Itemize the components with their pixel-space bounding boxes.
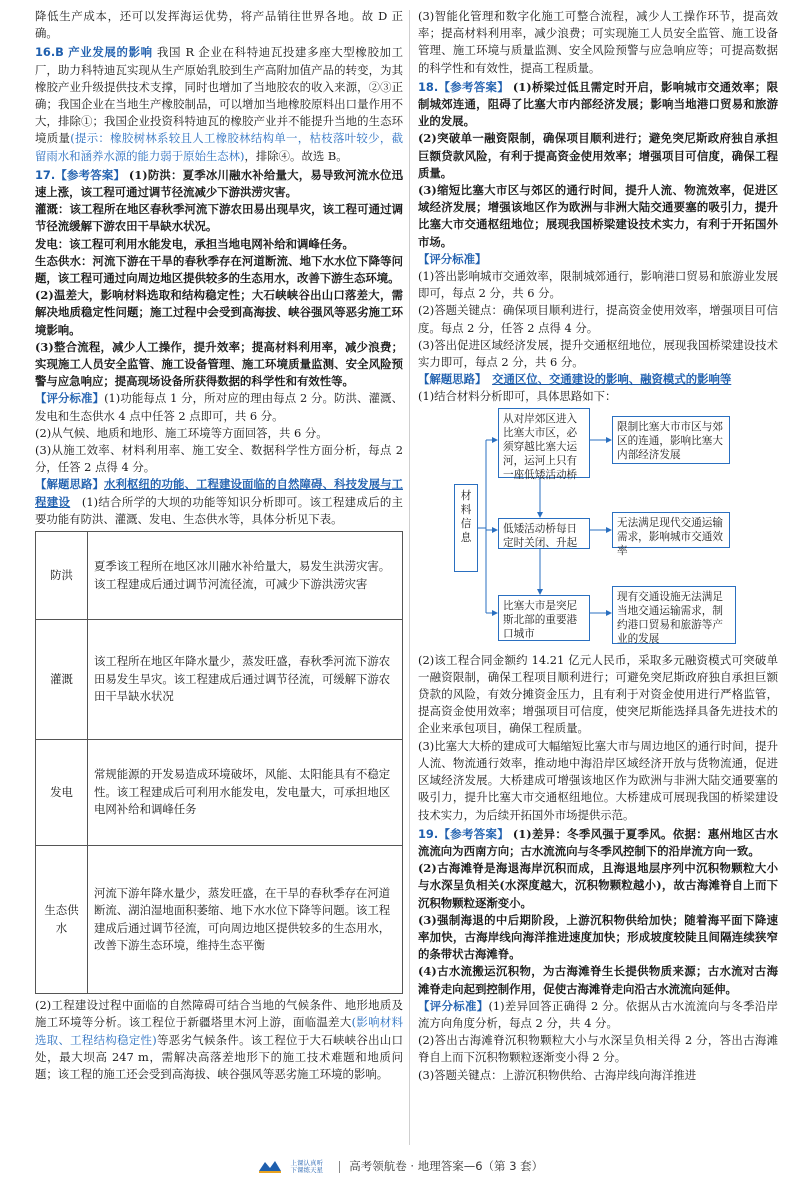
footer-separator <box>339 1161 340 1173</box>
scoring-text: (3)答出促进区域经济发展，提升交通枢纽地位，展现我国桥梁建设技术实力即可，每点 2 分，共 6 分。 <box>418 337 778 370</box>
table-value: 常规能源的开发易造成环境破坏，风能、太阳能具有不稳定性。该工程建成后可利用水能发电，发电量大，可承担地区电网补给和调峰任务 <box>88 740 403 846</box>
answer-text: (2)温差大，影响材料选取和结构稳定性；大石峡峡谷出山口落差大，需解决地质稳定性问题；施工过程中会受到高海拔、峡谷强风等恶劣施工环境影响。 <box>35 288 403 337</box>
scoring-standard <box>35 390 403 424</box>
hint-text: (影响材料选取、工程结构稳定性) <box>35 1015 403 1047</box>
table-value: 该工程所在地区年降水量少，蒸发旺盛，春秋季河流下游农田易发生旱灾。该工程建成后通过调节径流，可缓解下游农田干旱缺水状况 <box>88 620 403 740</box>
reference-answer-tag: 【参考答案】 <box>438 79 509 94</box>
table-value: 夏季该工程所在地区冰川融水补给量大，易发生洪涝灾害。该工程建成后通过调节河流径流，可减少下游洪涝灾害 <box>88 532 403 620</box>
question-19 <box>418 826 778 860</box>
table-row <box>36 532 403 620</box>
answer-text: (3)整合流程，减少人工操作，提升效率；提高材料利用率，减少浪费；实现施工人员安全监管、施工设备管理、施工环境质量监测、安全风险预警与应急响应；提高现场设备所获得数据的科学性和有效性等。 <box>35 339 403 389</box>
topic-label: 产业发展的影响 <box>68 45 153 60</box>
scoring-standard <box>418 998 778 1032</box>
solution-idea <box>35 476 403 528</box>
table-key: 防洪 <box>36 532 88 620</box>
brand-slogan <box>290 1160 323 1174</box>
column-divider <box>409 10 410 1145</box>
scoring-text: (1)差异回答正确得 2 分。依据从古水流流向与冬季沿岸流方向角度分析，每点 2 分，共 4 分。 <box>418 998 778 1030</box>
question-number: 17. <box>35 167 56 182</box>
scoring-text: (2)答题关键点：确保项目顺利进行，提高资金使用效率，增强项目可信度。每点 2 分，任答 2 点得 4 分。 <box>418 303 778 335</box>
flow-fact-box <box>498 408 590 481</box>
answer-text: (1)桥梁过低且需定时开启，影响城市交通效率；限制城郊连通，阻碍了比塞大市内部经济发展；影响当地港口贸易和旅游业的发展。 <box>418 79 778 129</box>
answer-text: (3)缩短比塞大市区与郊区的通行时间，提升人流、物流效率，促进区域经济发展；增强该地区作为欧洲与非洲大陆交通要塞的吸引力，提升比塞大市交通枢纽地位；展现我国桥梁建设技术实力，有利于开拓国外市场。 <box>418 183 778 249</box>
scoring-text: (1)答出影响城市交通效率，限制城郊通行，影响港口贸易和旅游业发展即可，每点 2 分，共 6 分。 <box>418 269 778 301</box>
table-key: 发电 <box>36 740 88 846</box>
answer-text: (3)强制海退的中后期阶段，上游沉积物供给加快；随着海平面下降速率加快，古海岸线向海洋推进速度加快；形成坡度较陡且间隔连续狭窄的条带状古海滩脊。 <box>418 912 778 962</box>
flow-label: 现有交通设施无法满足当地交通运输需求，制约港口贸易和旅游等产业的发展 <box>617 590 723 645</box>
solution-text <box>35 997 403 1083</box>
answer-text: (1)差异：冬季风强于夏季风。依据：惠州地区古水流流向为西南方向；古水流流向与冬季风控制下的沿岸流方向一致。 <box>418 826 778 858</box>
table-key: 生态供水 <box>36 846 88 994</box>
reasoning-flowchart <box>418 408 778 648</box>
flow-label: 低矮活动桥每日定时关闭、升起 <box>503 522 578 549</box>
slogan-line: 下课练天星 <box>290 1165 323 1174</box>
flow-result-box <box>612 586 736 644</box>
series-name: 高考领航卷 <box>349 1159 407 1173</box>
text: (2)工程建设过程中面临的自然障碍可结合当地的气候条件、地形地质及施工环境等分析。该工程位于新疆塔里木河上游，面临温差大 <box>35 998 403 1030</box>
text: 等恶劣气候条件。该工程位于大石峡峡谷出山口处，最大坝高 247 m，需解决高落差地形下的施工技术难题和地质问题；该工程的施工还会受到高海拔、峡谷强风等恶劣施工环境的影响。 <box>35 1032 403 1081</box>
slogan-line: 上课认真听 <box>290 1158 323 1167</box>
flow-fact-box <box>498 518 590 549</box>
solution-idea <box>418 371 778 388</box>
question-number: 19. <box>418 826 439 841</box>
solution-tag: 【解题思路】 <box>35 477 105 492</box>
table-key: 灌溉 <box>36 620 88 740</box>
scoring-tag: 【评分标准】 <box>35 391 105 406</box>
question-number: 18. <box>418 79 439 94</box>
question-17 <box>35 167 403 201</box>
reference-answer-tag: 【参考答案】 <box>55 167 126 182</box>
solution-text: (2)该工程合同金额约 14.21 亿元人民币，采取多元融资模式可突破单一融资限制，确保工程项目顺利进行；可避免突尼斯政府独自承担巨额贷款的风险，有效分摊资金压力，且有利于对资金使用进行严格监管，提高资金使用效率；增强项目可信度，使突尼斯能选择具备先进技术的企业来承包项目，确保工程质量。 <box>418 652 778 736</box>
answer-text: (2)古海滩脊是海退海岸沉积而成，且海退地层序列中沉积物颗粒大小与水深呈负相关(水深度越大，沉积物颗粒越小)，故古海滩脊自上而下沉积物颗粒逐渐变小。 <box>418 861 778 910</box>
flow-fact-box <box>498 595 590 641</box>
answer-text: 我国 R 企业在科特迪瓦投建多座大型橡胶加工厂，助力科特迪瓦实现从生产原始乳胶到生产高附加值产品的转变，为其橡胶产业升级提供技术支撑，同时也增加了当地胶农的收入来源，②③正确；我国企业在当地生产橡胶制品，可以增加当地橡胶原料出口量作用不大，排除①；我国企业投资科特迪瓦的橡胶产业并不能提升当地的生态环境质量 <box>35 45 403 146</box>
scoring-text: (3)从施工效率、材料利用率、施工安全、数据科学性方面分析，每点 2 分，任答 2 点得 4 分。 <box>35 443 403 475</box>
table-value: 河流下游年降水量少，蒸发旺盛，在干旱的春秋季存在河道断流、湖泊湿地面积萎缩、地下水水位下降等问题。该工程建成后通过调节径流，可向周边地区提供较多的生态用水，改善下游生态环境，维持生态平衡 <box>88 846 403 994</box>
scoring-text: (2)从气候、地质和地形、施工环境等方面回答，共 6 分。 <box>35 425 328 440</box>
topic-label: 水利枢纽的功能、工程建设面临的自然障碍、科技发展与工程建设 <box>35 477 403 509</box>
flow-label: 比塞大市是突尼斯北部的重要港口城市 <box>503 599 578 640</box>
solution-text: (3)比塞大大桥的建成可大幅缩短比塞大市与周边地区的通行时间，提升人流、物流通行效率，推动地中海沿岸区域经济开放与货物流通，促进区域经济发展。大桥建成可增强该地区作为欧洲与非洲大陆交通要塞的吸引力，提升比塞大市交通枢纽地位。大桥建成可展现我国的桥梁建设技术实力，为后续开拓国外市场提供示范。 <box>418 738 778 822</box>
table-row <box>36 620 403 740</box>
scoring-text: (2)答出古海滩脊沉积物颗粒大小与水深呈负相关得 2 分，答出古海滩脊自上而下沉积物颗粒逐渐变小得 2 分。 <box>418 1033 778 1065</box>
flow-result-box <box>612 416 730 464</box>
scoring-text: (1)功能每点 1 分，所对应的理由每点 2 分。防洪、灌溉、发电和生态供水 4 点中任答 2 点即可，共 6 分。 <box>35 391 403 423</box>
reference-answer-tag: 【参考答案】 <box>438 826 509 841</box>
page-footer: 上课认真听 下课练天星 高考领航卷 · 地理答案—6（第 3 套） <box>0 1158 800 1175</box>
answer-text: 灌溉：该工程所在地区春秋季河流下游农田易出现旱灾，该工程可通过调节径流缓解下游农田干旱缺水状况。 <box>35 202 403 234</box>
flow-source-box <box>454 484 478 572</box>
table-row <box>36 740 403 846</box>
answer-text: (4)古水流搬运沉积物，为古海滩脊生长提供物质来源；古水流对古海滩脊走向起到控制作用，促使古海滩脊走向沿古水流流向延伸。 <box>418 964 778 996</box>
left-column <box>35 8 403 1083</box>
flow-label: 从对岸郊区进入比塞大市区，必须穿越比塞大运河，运河上只有一座低矮活动桥 <box>503 412 578 481</box>
question-16 <box>35 44 403 164</box>
function-table <box>35 531 403 994</box>
scoring-tag: 【评分标准】 <box>418 998 489 1013</box>
page-label: 地理答案—6（第 3 套） <box>417 1159 544 1173</box>
topic-label: 交通区位、交通建设的影响、融资模式的影响等 <box>492 372 732 387</box>
answer-text: ，排除④。故选 B。 <box>244 148 348 163</box>
table-row <box>36 846 403 994</box>
flow-label: 材料信息 <box>460 489 472 544</box>
answer-text: 生态供水：河流下游在干旱的春秋季存在河道断流、地下水水位下降等问题，该工程可通过向周边地区提供较多的生态用水，改善下游生态环境。 <box>35 253 403 286</box>
scoring-text: (3)答题关键点：上游沉积物供给、古海岸线向海洋推进 <box>418 1067 697 1082</box>
flow-label: 限制比塞大市市区与郊区的连通，影响比塞大内部经济发展 <box>617 420 723 461</box>
question-18 <box>418 79 778 131</box>
flow-label: 无法满足现代交通运输需求，影响城市交通效率 <box>617 516 723 557</box>
answer-text: 发电：该工程可利用水能发电，承担当地电网补给和调峰任务。 <box>35 236 354 251</box>
flow-result-box <box>612 512 730 557</box>
solution-text: (3)智能化管理和数字化施工可整合流程，减少人工操作环节，提高效率；提高材料利用率，减少浪费；可实现施工人员安全监管、施工设备管理、施工环境与质量监测、安全风险预警与应急响应等；可提高数据的科学性和有效性，提高工程质量。 <box>418 9 778 75</box>
solution-tag: 【解题思路】 <box>418 372 481 387</box>
hint-text: (提示：橡胶树林系较且人工橡胶林结构单一，枯枝落叶较少，截留雨水和涵养水源的能力弱于原始生态林) <box>35 131 403 163</box>
text: 降低生产成本，还可以发挥海运优势，将产品销往世界各地。故 D 正确。 <box>35 9 403 41</box>
answer-text: (1)防洪：夏季冰川融水补给量大，易导致河流水位迅速上涨，该工程可通过调节径流减少下游洪涝灾害。 <box>35 167 403 200</box>
answer-text: (2)突破单一融资限制，确保项目顺利进行；避免突尼斯政府独自承担巨额贷款风险，有利于提高资金使用效率；增强项目可信度，确保工程质量。 <box>418 131 778 180</box>
paragraph-continuation <box>35 8 403 42</box>
scoring-standard <box>418 251 778 268</box>
solution-text: (1)结合材料分析即可，具体思路如下： <box>418 389 617 404</box>
solution-text: (1)结合所学的大坝的功能等知识分析即可。该工程建成后的主要功能有防洪、灌溉、发电、生态供水等，具体分析见下表。 <box>35 494 403 526</box>
brand-logo-icon <box>257 1159 283 1175</box>
right-column <box>418 8 778 1084</box>
scoring-tag: 【评分标准】 <box>418 251 487 266</box>
question-number: 16.B <box>35 45 64 60</box>
